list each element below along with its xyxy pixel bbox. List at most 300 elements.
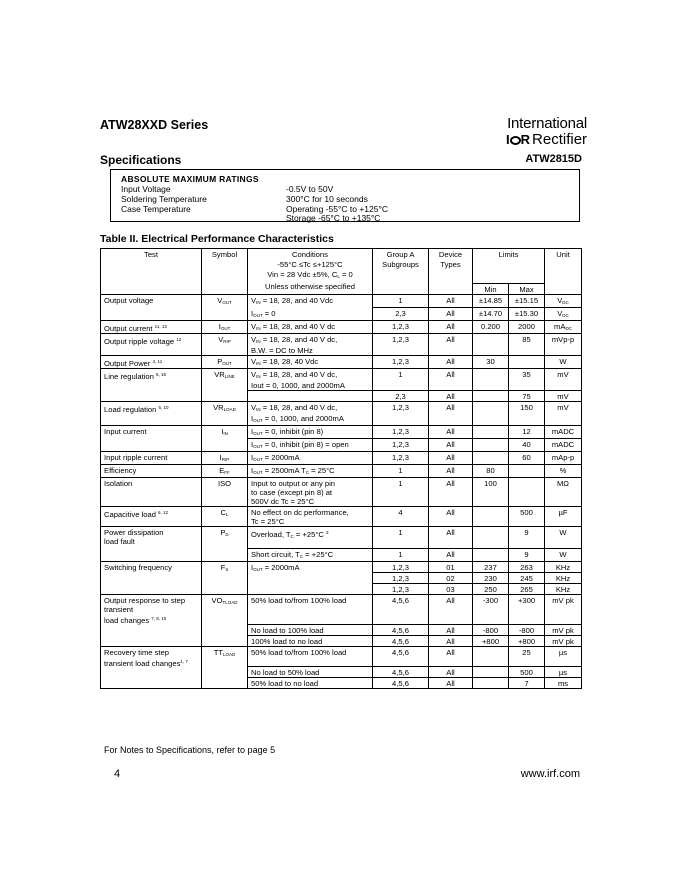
unit: mVp-p [545,334,582,356]
min: 100 [473,478,509,507]
test-name [101,356,202,369]
header-test: Test [101,249,202,295]
t: Output Power [104,359,153,368]
max: 2000 [509,321,545,334]
cond-line: Conditions [292,250,328,259]
test-name: Input current [101,426,202,452]
table-title: Table II. Electrical Performance Characteristics [100,233,334,245]
header-symbol: Symbol [202,249,248,295]
sub: OUT [222,361,232,366]
group: 2,3 [373,308,429,321]
s: I [218,322,221,331]
min: ±14.85 [473,295,509,308]
max: 25 [509,647,545,667]
group: 1 [373,369,429,391]
cond-line [251,270,369,282]
symbol [202,527,248,562]
t: No effect on dc performance, [251,508,349,517]
sub: LOAD [223,652,236,657]
sub: IN [256,407,261,412]
test-name [101,507,202,527]
condition: $V_{IN} = 18$, 28, 40 Vdc [248,356,373,369]
t: = 18, 28, and 40 V dc, [260,403,338,412]
table-row [101,595,582,625]
sub: OUT [253,457,263,462]
group: 1 [373,527,429,549]
sub: OUT [253,470,263,475]
condition: $V_{IN} = 18$, 28, and 40 Vdc [248,295,373,308]
header-max: Max [509,284,545,295]
t: = +25°C [293,530,326,539]
logo-line2: Rectifier [532,131,588,148]
group: 1,2,3 [373,452,429,465]
note: 11, 13 [154,324,167,329]
min [473,426,509,439]
condition [248,391,373,402]
unit: µF [545,507,582,527]
t: = 18, 28, and 40 V dc, [260,335,338,344]
unit: mV [545,391,582,402]
unit: KHz [545,562,582,573]
device: All [429,308,473,321]
table-row [101,356,582,369]
group: 1,2,3 [373,562,429,573]
unit: mV [545,369,582,391]
sub: RIP [223,339,231,344]
group: 4,5,6 [373,595,429,625]
test-name [101,321,202,334]
unit: mADC [545,426,582,439]
t: Output current [104,324,155,333]
t: to case (except pin 8) at [251,488,333,497]
device: All [429,439,473,452]
cond-text: Vin = 28 Vdc ±5%, C [267,270,338,279]
amr-value: 300°C for 10 seconds [286,194,368,204]
sub: DC [562,300,569,305]
s: E [219,466,225,475]
sub: DC [562,313,569,318]
max: 12 [509,426,545,439]
max: 150 [509,402,545,426]
unit: mAp-p [545,452,582,465]
s: VR [213,403,224,412]
table-row [101,452,582,465]
max: 500 [509,667,545,678]
sub: TLOAD [222,600,238,605]
table-row [101,369,582,391]
test-name [101,595,202,647]
unit: µs [545,647,582,667]
symbol [202,334,248,356]
t: Capacitive load [104,510,159,519]
s: I [221,427,224,436]
sub: FF [224,470,230,475]
condition: $V_{IN} = 18$, 28, and 40 V dc, B.W. = DC to MHz [248,334,373,356]
symbol [202,595,248,647]
condition: $V_{IN} = 18$, 28, and 40 V dc [248,321,373,334]
unit: % [545,465,582,478]
t: B.W. = DC to MHz [251,346,313,355]
sub: S [225,567,229,572]
t: = 2000mA [262,563,300,572]
max: +800 [509,636,545,647]
device: 01 [429,562,473,573]
min [473,667,509,678]
unit: mADC [545,439,582,452]
amr-title: ABSOLUTE MAXIMUM RATINGS [121,174,259,184]
t: Load regulation [104,405,159,414]
condition [248,507,373,527]
t: Output ripple voltage [104,337,177,346]
device: All [429,321,473,334]
unit: KHz [545,584,582,595]
min: 80 [473,465,509,478]
max: 60 [509,452,545,465]
unit: mV pk [545,625,582,636]
table-row [101,647,582,667]
u: V [557,296,563,305]
company-logo [506,116,587,148]
s: V [217,296,223,305]
test-name [101,647,202,689]
group: 1,2,3 [373,439,429,452]
u: V [557,309,563,318]
group: 4,5,6 [373,647,429,667]
unit: µs [545,667,582,678]
condition [248,478,373,507]
device: All [429,356,473,369]
sub: LINE [224,374,235,379]
test-name: Input ripple current [101,452,202,465]
condition: 50% load to no load [248,678,373,689]
website-link[interactable]: www.irf.com [520,768,580,780]
sub: IN [256,339,261,344]
max [509,465,545,478]
u: mA [554,322,566,331]
t: Short circuit, T [251,550,300,559]
device: All [429,549,473,562]
s: C [220,508,226,517]
sub: IN [256,361,261,366]
symbol [202,562,248,595]
max: 9 [509,527,545,549]
max: ±15.15 [509,295,545,308]
symbol [202,369,248,402]
device: All [429,426,473,439]
page-number: 4 [114,768,121,780]
device: All [429,667,473,678]
device: All [429,647,473,667]
sub: L [225,512,229,517]
s: V [218,335,224,344]
unit: mV [545,402,582,426]
condition: $I_{OUT} = 0$, inhibit (pin 8) = open [248,439,373,452]
sub: OUT [253,567,263,572]
logo-line1: International [507,115,588,132]
device: All [429,391,473,402]
header-conditions [248,249,373,295]
h: Types [440,260,461,269]
table-row [101,562,582,573]
sub: C [299,554,304,559]
unit [545,321,582,334]
max: ±15.30 [509,308,545,321]
table-row [101,426,582,439]
group: 4,5,6 [373,625,429,636]
header-min: Min [473,284,509,295]
t: Recovery time step [104,648,169,657]
h: Group A [386,250,415,259]
table-row [101,527,582,549]
sub: C [305,470,310,475]
note: 5, 18 [155,372,166,377]
max: 75 [509,391,545,402]
min [473,678,509,689]
min: 237 [473,562,509,573]
condition: $I_{OUT} = 0$, inhibit (pin 8) [248,426,373,439]
cond-line: -55°C ≤Tc ≤+125°C [277,260,343,269]
t: = 0, inhibit (pin 8) [262,427,324,436]
min [473,452,509,465]
group: 1 [373,478,429,507]
unit: KHz [545,573,582,584]
sub: OUT [253,444,263,449]
max: 500 [509,507,545,527]
min [473,439,509,452]
sub: OUT [253,312,263,318]
device: All [429,527,473,549]
condition: No load to 100% load [248,625,373,636]
sub: IN [256,374,261,379]
min: +800 [473,636,509,647]
symbol [202,647,248,689]
t: transient load changes [104,659,181,668]
group: 1,2,3 [373,573,429,584]
condition: 50% load to/from 100% load [248,595,373,625]
unit [545,308,582,321]
device: All [429,507,473,527]
unit: W [545,527,582,549]
sub: D [225,532,229,537]
max: 245 [509,573,545,584]
test-name [101,369,202,402]
note: 1, 7 [180,659,188,664]
condition [248,527,373,549]
group: 1,2,3 [373,402,429,426]
note: 5, 10 [158,405,169,410]
unit [545,295,582,308]
part-number: ATW2815D [525,153,582,165]
condition [248,549,373,562]
condition: $I_{OUT} = 0$ [248,308,373,321]
group: 1,2,3 [373,356,429,369]
group: 1,2,3 [373,334,429,356]
subscript: L [337,274,340,279]
s: P [220,528,226,537]
s: VR [214,370,225,379]
device: All [429,595,473,625]
t: 500V dc Tc = 25°C [251,497,315,506]
t: Output response to step [104,596,186,605]
condition: No load to 50% load [248,667,373,678]
symbol [202,321,248,334]
sub: C [290,534,294,539]
min [473,402,509,426]
max: 7 [509,678,545,689]
test-name [101,527,202,562]
s: P [217,357,223,366]
cond-text: = 0 [339,270,353,279]
t: Tc = 25°C [251,517,285,526]
series-title: ATW28XXD Series [100,118,209,132]
table-row [101,402,582,426]
max: +300 [509,595,545,625]
test-name: Output voltage [101,295,202,321]
sub: IN [223,431,228,436]
max [509,356,545,369]
condition: $I_{OUT} = 2000mA$ [248,562,373,595]
s: F [220,563,226,572]
max: 265 [509,584,545,595]
sub: OUT [253,418,263,423]
test-name [101,334,202,356]
table-header-row [101,249,582,284]
t: = 18, 28, and 40 V dc, [260,370,338,379]
table-row [101,295,582,308]
min [473,527,509,549]
symbol [202,402,248,426]
symbol [202,465,248,478]
min [473,369,509,391]
amr-label: Case Temperature [121,204,191,214]
device: All [429,334,473,356]
header-group [373,249,429,295]
symbol [202,356,248,369]
condition: 100% load to no load [248,636,373,647]
amr-value: Operating -55°C to +125°C [286,204,389,214]
t: = 0 [262,308,276,318]
note: 6, 12 [158,510,169,515]
device: All [429,465,473,478]
note: 7, 9, 10 [151,616,167,621]
min: -800 [473,625,509,636]
device: All [429,402,473,426]
h: Subgroups [382,260,419,269]
amr-label: Input Voltage [121,184,171,194]
t: Power dissipation [104,528,164,537]
t: = 2000mA [262,453,300,462]
group: 1,2,3 [373,584,429,595]
unit: W [545,549,582,562]
max: 263 [509,562,545,573]
s: TT [213,648,223,657]
min [473,391,509,402]
group: 4,5,6 [373,636,429,647]
amr-label: Soldering Temperature [121,194,207,204]
condition: 50% load to/from 100% load [248,647,373,667]
t: = 18, 28, 40 Vdc [260,357,319,366]
h: Device [438,250,463,259]
device: All [429,636,473,647]
max: 9 [509,549,545,562]
min: 230 [473,573,509,584]
symbol [202,452,248,465]
t: Overload, T [251,530,291,539]
test-name: Efficiency [101,465,202,478]
device: All [429,625,473,636]
device: 03 [429,584,473,595]
max [509,478,545,507]
notes-reference: For Notes to Specifications, refer to page 5 [104,745,276,755]
group: 4,5,6 [373,678,429,689]
device: All [429,369,473,391]
amr-value: Storage -65°C to +135°C [286,213,381,223]
min [473,334,509,356]
t: = 25°C [309,466,335,475]
table-row [101,321,582,334]
condition: $V_{IN} = 18$, 28, and 40 V dc, Iout = 0, 1000, and 2000mA [248,369,373,391]
symbol [202,295,248,321]
unit: mV pk [545,595,582,625]
symbol [202,426,248,452]
min [473,507,509,527]
min: 0.200 [473,321,509,334]
s: VO [211,596,223,605]
t: = +25°C [303,550,334,559]
device: 02 [429,573,473,584]
note: 12 [176,337,182,342]
symbol: ISO [202,478,248,507]
device: All [429,452,473,465]
unit: W [545,356,582,369]
t: Input to output or any pin [251,479,336,488]
header-unit: Unit [545,249,582,295]
header-device [429,249,473,295]
condition: $I_{OUT} = 2000mA$ [248,452,373,465]
absolute-maximum-ratings-box [110,169,580,222]
t: load fault [104,537,135,546]
test-name [101,402,202,426]
sub: IN [256,300,261,305]
min [473,647,509,667]
group: 1 [373,549,429,562]
group: 4,5,6 [373,667,429,678]
group: 1 [373,295,429,308]
device: All [429,478,473,507]
test-name: Isolation [101,478,202,507]
t: = 18, 28, and 40 Vdc [260,296,333,305]
test-name: Switching frequency [101,562,202,595]
section-title: Specifications [100,153,182,167]
sub: LOAD [223,407,236,412]
min: ±14.70 [473,308,509,321]
t: = 0, inhibit (pin 8) = open [262,440,349,449]
unit: MΩ [545,478,582,507]
group: 2,3 [373,391,429,402]
sub: OUT [222,300,232,305]
group: 1,2,3 [373,426,429,439]
t: load changes [104,616,152,625]
device: All [429,678,473,689]
s: I [219,453,222,462]
t: Iout = 0, 1000, and 2000mA [251,381,345,390]
sub: OUT [253,431,263,436]
note: 3 [325,530,329,535]
unit: mV pk [545,636,582,647]
min: 250 [473,584,509,595]
sub: RIP [221,457,230,462]
max: 40 [509,439,545,452]
